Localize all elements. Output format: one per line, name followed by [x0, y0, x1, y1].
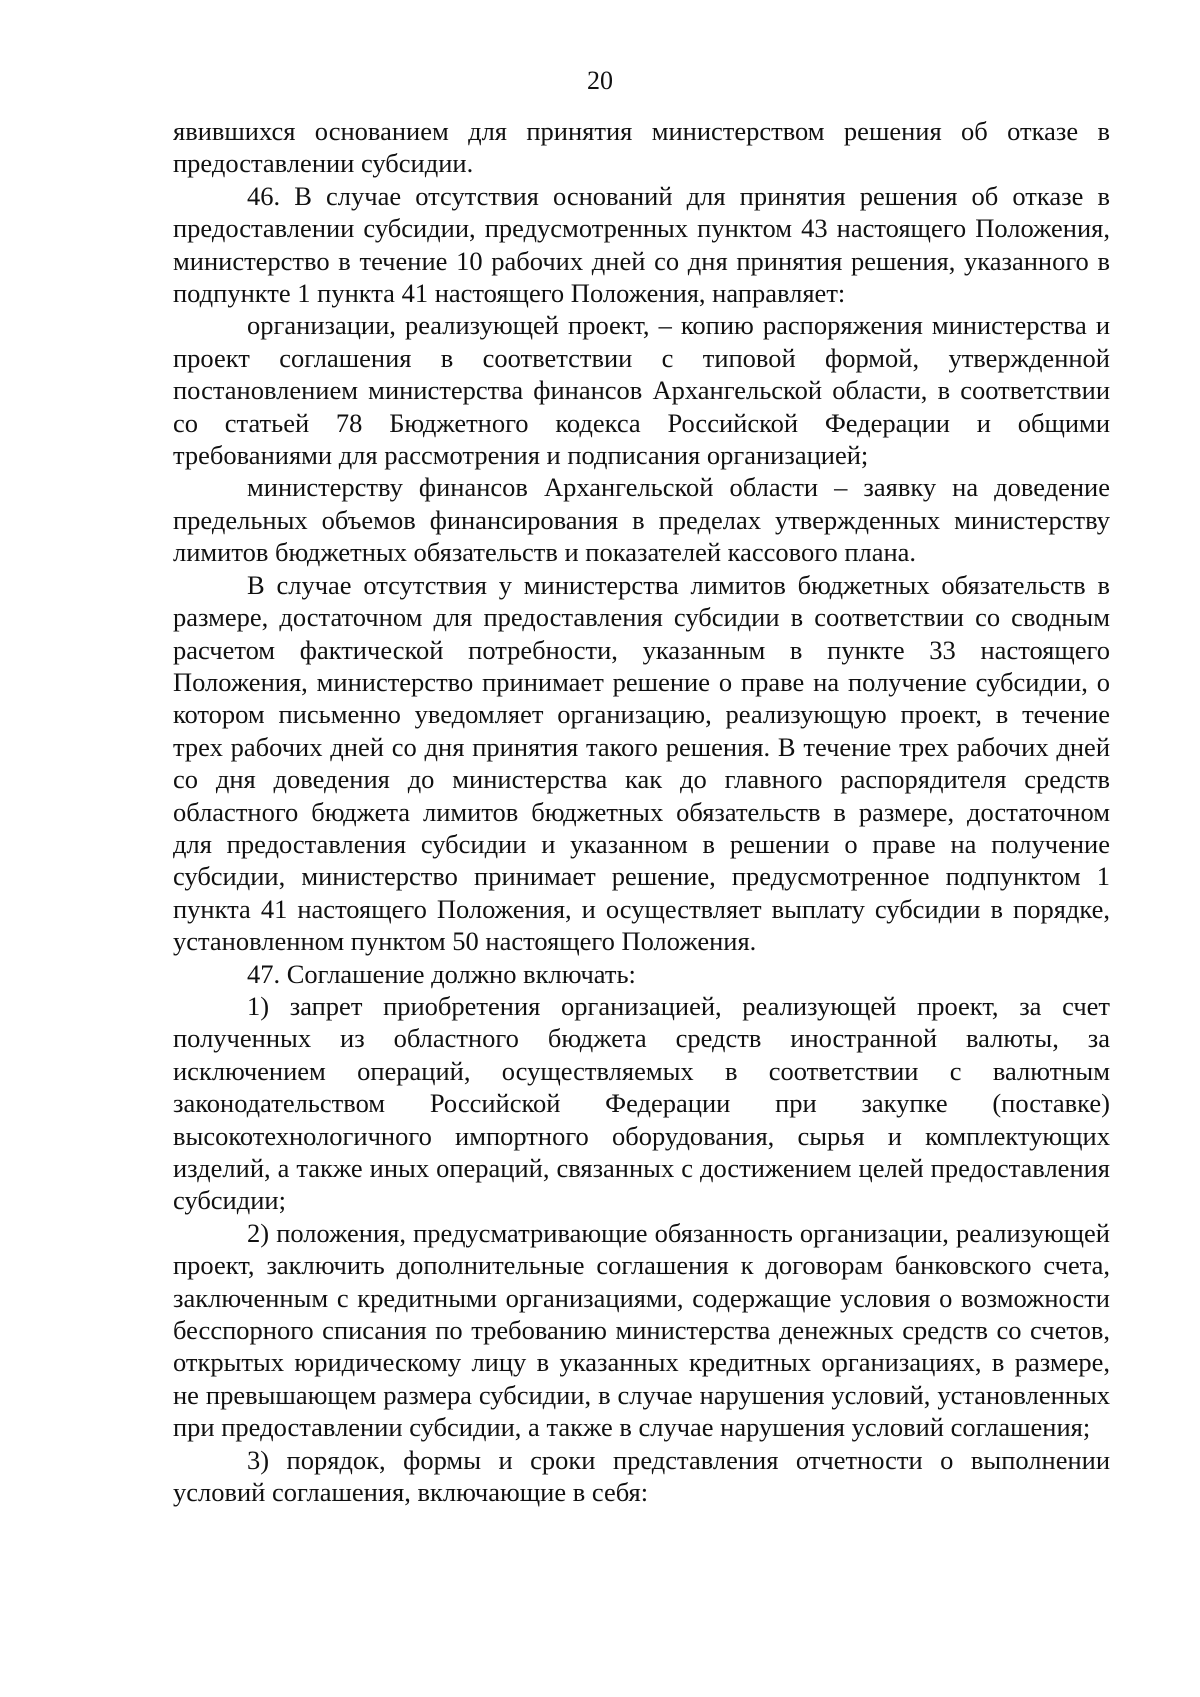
paragraph-item-46: 46. В случае отсутствия оснований для принятия решения об отказе в предоставлении субсидии, предусмотренных пунктом 43 настоящего Положения, министерство в течение 10 рабочих дней со дня принятия решения, указанного в подпункте 1 пункта 41 настоящего Положения, направляет:	[173, 180, 1110, 309]
paragraph-to-finance-ministry: министерству финансов Архангельской области – заявку на доведение предельных объемов финансирования в пределах утвержденных министерству лимитов бюджетных обязательств и показателей кассового плана.	[173, 472, 1110, 568]
paragraph-continuation: явившихся основанием для принятия министерством решения об отказе в предоставлении субсидии.	[173, 116, 1110, 179]
page-number: 20	[587, 66, 613, 95]
paragraph-to-organization: организации, реализующей проект, – копию распоряжения министерства и проект соглашения в соответствии с типовой формой, утвержденной постановлением министерства финансов Архангельской области, в соответствии со статьей 78 Бюджетного кодекса Российской Федерации и общими требованиями для рассмотрения и подписания организацией;	[173, 310, 1110, 471]
document-body	[173, 115, 1110, 1508]
paragraph-subitem-2: 2) положения, предусматривающие обязанность организации, реализующей проект, заключить дополнительные соглашения к договорам банковского счета, заключенным с кредитными организациями, содержащие условия о возможности бесспорного списания по требованию министерства денежных средств со счетов, открытых юридическому лицу в указанных кредитных организациях, в размере, не превышающем размера субсидии, в случае нарушения условий, установленных при предоставлении субсидии, а также в случае нарушения условий соглашения;	[173, 1217, 1110, 1443]
paragraph-item-47: 47. Соглашение должно включать:	[247, 958, 636, 989]
paragraph-absence-of-limits: В случае отсутствия у министерства лимитов бюджетных обязательств в размере, достаточном для предоставления субсидии в соответствии со сводным расчетом фактической потребности, указанным в пункте 33 настоящего Положения, министерство принимает решение о праве на получение субсидии, о котором письменно уведомляет организацию, реализующую проект, в течение трех рабочих дней со дня принятия такого решения. В течение трех рабочих дней со дня доведения до министерства как до главного распорядителя средств областного бюджета лимитов бюджетных обязательств в размере, достаточном для предоставления субсидии и указанном в решении о праве на получение субсидии, министерство принимает решение, предусмотренное подпунктом 1 пункта 41 настоящего Положения, и осуществляет выплату субсидии в порядке, установленном пунктом 50 настоящего Положения.	[173, 569, 1110, 957]
paragraph-subitem-1: 1) запрет приобретения организацией, реализующей проект, за счет полученных из областного бюджета средств иностранной валюты, за исключением операций, осуществляемых в соответствии с валютным законодательством Российской Федерации при закупке (поставке) высокотехнологичного импортного оборудования, сырья и комплектующих изделий, а также иных операций, связанных с достижением целей предоставления субсидии;	[173, 990, 1110, 1216]
paragraph-subitem-3: 3) порядок, формы и сроки представления отчетности о выполнении условий соглашения, включающие в себя:	[173, 1444, 1110, 1508]
